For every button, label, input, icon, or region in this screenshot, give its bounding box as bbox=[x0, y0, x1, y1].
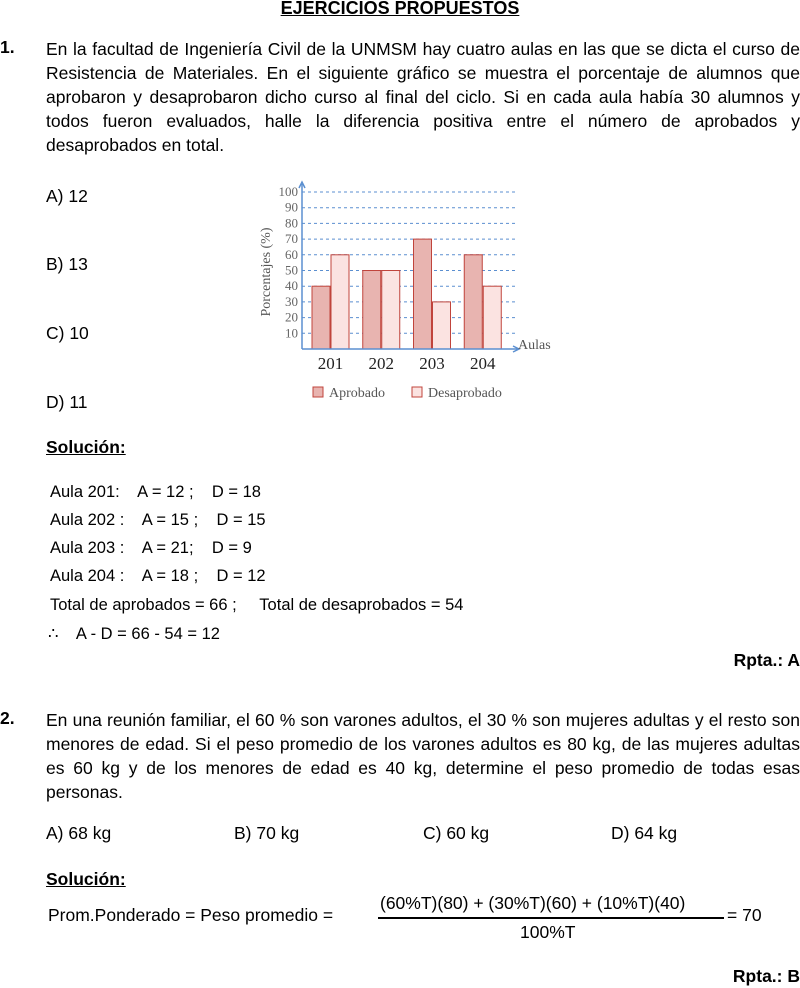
formula-numerator: (60%T)(80) + (30%T)(60) + (10%T)(40) bbox=[380, 893, 686, 913]
chart-y-tick-label: 40 bbox=[285, 278, 298, 294]
chart-bar-desaprobado-203 bbox=[433, 302, 451, 349]
legend-swatch-desaprobado bbox=[412, 387, 422, 397]
chart-bar-desaprobado-204 bbox=[483, 286, 501, 349]
problem-1-number: 1. bbox=[0, 37, 15, 57]
formula-left: Prom.Ponderado = Peso promedio = bbox=[48, 905, 334, 925]
problem-2-option-d: D) 64 kg bbox=[611, 823, 678, 843]
chart-y-tick-label: 30 bbox=[285, 293, 298, 309]
problem-2-statement: En una reunión familiar, el 60 % son varones adultos, el 30 % son mujeres adultas y el resto son menores de edad. Si el peso promedio de los varones adultos es 80 kg, de las mujeres adultas es 60 kg y de los menores de edad es 40 kg, determine el peso promedio de todas esas personas. bbox=[46, 710, 800, 802]
problem-2-solution-label: Solución: bbox=[46, 869, 126, 889]
chart-x-ticks bbox=[318, 354, 496, 373]
chart-x-axis-label: Aulas bbox=[518, 338, 551, 353]
solution-line-1: Aula 201: A = 12 ; D = 18 bbox=[50, 483, 261, 501]
chart-bar-aprobado-203 bbox=[414, 239, 432, 349]
chart-x-tick-label: 201 bbox=[317, 354, 344, 373]
problem-1-solution-label: Solución: bbox=[46, 437, 126, 457]
chart-y-tick-label: 50 bbox=[285, 262, 298, 278]
chart-y-tick-label: 20 bbox=[285, 309, 298, 325]
chart-bar-aprobado-204 bbox=[464, 255, 482, 349]
solution-line-5: Total de aprobados = 66 ; Total de desaprobados = 54 bbox=[50, 596, 464, 614]
chart-x-tick-label: 204 bbox=[470, 354, 496, 373]
problem-1-option-a: A) 12 bbox=[46, 186, 88, 206]
legend-swatch-aprobado bbox=[313, 387, 323, 397]
problem-1-statement: En la facultad de Ingeniería Civil de la UNMSM hay cuatro aulas en las que se dicta el curso de Resistencia de Materiales. En el siguiente gráfico se muestra el porcentaje de alumnos que aprobaron y desaprobaron dicho curso al final del ciclo. Si en cada aula había 30 alumnos y todos fueron evaluados, halle la diferencia positiva entre el número de aprobados y desaprobados en total. bbox=[46, 39, 800, 155]
chart-bar-aprobado-201 bbox=[312, 286, 330, 349]
chart-x-tick-label: 202 bbox=[368, 354, 394, 373]
problem-1-option-d: D) 11 bbox=[46, 392, 88, 412]
problem-1-option-b: B) 13 bbox=[46, 254, 88, 274]
solution-line-3: Aula 203 : A = 21; D = 9 bbox=[50, 539, 252, 557]
chart-y-tick-label: 70 bbox=[285, 231, 298, 247]
solution-line-4: Aula 204 : A = 18 ; D = 12 bbox=[50, 567, 266, 585]
problem-2-option-b: B) 70 kg bbox=[234, 823, 300, 843]
page-title: EJERCICIOS PROPUESTOS bbox=[280, 0, 520, 18]
fraction-bar bbox=[378, 917, 724, 919]
formula-denominator: 100%T bbox=[520, 922, 576, 942]
chart-y-axis-label: Porcentajes (%) bbox=[259, 227, 274, 317]
bar-chart bbox=[250, 180, 560, 405]
problem-1-answer: Rpta.: A bbox=[733, 650, 800, 670]
chart-bar-desaprobado-201 bbox=[331, 255, 349, 349]
solution-line-6: ∴ A - D = 66 - 54 = 12 bbox=[48, 625, 220, 643]
chart-y-tick-label: 100 bbox=[278, 184, 298, 199]
chart-bars bbox=[312, 239, 501, 349]
chart-y-tick-label: 10 bbox=[285, 325, 298, 341]
chart-y-tick-label: 60 bbox=[285, 246, 298, 262]
chart-y-ticks bbox=[279, 184, 299, 340]
chart-bar-desaprobado-202 bbox=[382, 271, 400, 350]
chart-bar-aprobado-202 bbox=[363, 271, 381, 350]
problem-2-number: 2. bbox=[0, 708, 15, 728]
problem-2-answer: Rpta.: B bbox=[732, 966, 800, 986]
legend-label-aprobado: Aprobado bbox=[329, 386, 385, 401]
chart-x-tick-label: 203 bbox=[419, 354, 445, 373]
chart-y-tick-label: 90 bbox=[285, 199, 298, 215]
chart-y-tick-label: 80 bbox=[285, 215, 298, 231]
problem-2-option-a: A) 68 kg bbox=[46, 823, 112, 843]
legend-label-desaprobado: Desaprobado bbox=[428, 386, 502, 401]
solution-line-2: Aula 202 : A = 15 ; D = 15 bbox=[50, 511, 266, 529]
problem-1-option-c: C) 10 bbox=[46, 323, 89, 343]
formula-right: = 70 bbox=[727, 905, 762, 925]
problem-2-option-c: C) 60 kg bbox=[423, 823, 490, 843]
chart-legend bbox=[313, 386, 502, 401]
